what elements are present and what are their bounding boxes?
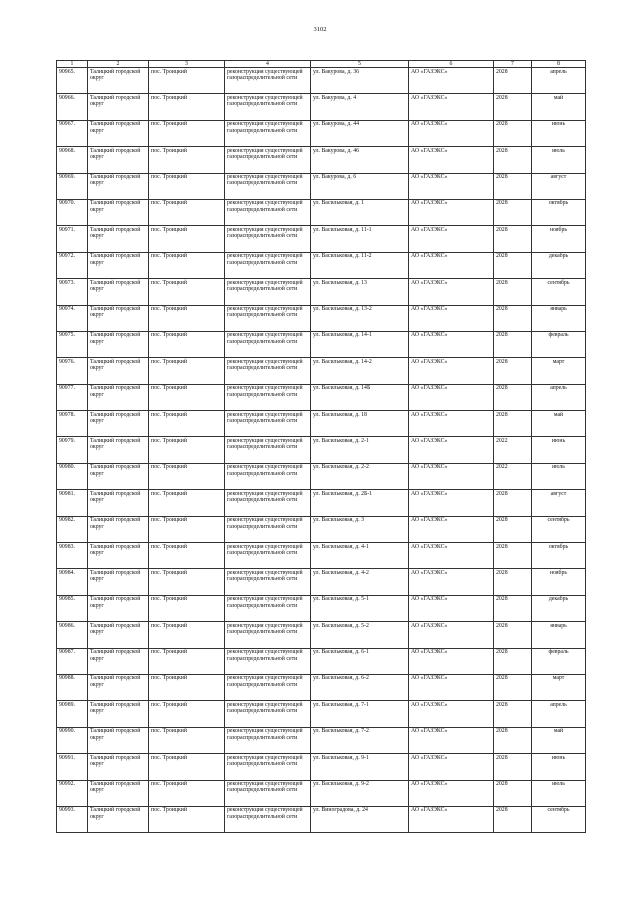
table-body xyxy=(57,68,586,833)
organization-cell: АО «ГАЗЭКС» xyxy=(409,701,494,727)
month-cell: апрель xyxy=(532,68,586,94)
district-cell: Талицкий городской округ xyxy=(88,358,149,384)
row-number: 90988. xyxy=(57,674,88,700)
address-cell: ул. Васильковая, д. 3 xyxy=(311,516,409,542)
page-number: 3102 xyxy=(313,26,327,33)
work-type-cell: реконструкция существующей газораспределительной сети xyxy=(225,648,311,674)
column-header: 7 xyxy=(494,61,532,68)
address-cell: ул. Васильковая, д. 5-1 xyxy=(311,595,409,621)
work-type-cell: реконструкция существующей газораспределительной сети xyxy=(225,173,311,199)
year-cell: 2028 xyxy=(494,252,532,278)
district-cell: Талицкий городской округ xyxy=(88,595,149,621)
work-type-cell: реконструкция существующей газораспределительной сети xyxy=(225,120,311,146)
district-cell: Талицкий городской округ xyxy=(88,674,149,700)
work-type-cell: реконструкция существующей газораспределительной сети xyxy=(225,147,311,173)
month-cell: май xyxy=(532,411,586,437)
month-cell: октябрь xyxy=(532,543,586,569)
organization-cell: АО «ГАЗЭКС» xyxy=(409,252,494,278)
year-cell: 2028 xyxy=(494,358,532,384)
organization-cell: АО «ГАЗЭКС» xyxy=(409,358,494,384)
district-cell: Талицкий городской округ xyxy=(88,305,149,331)
organization-cell: АО «ГАЗЭКС» xyxy=(409,173,494,199)
organization-cell: АО «ГАЗЭКС» xyxy=(409,463,494,489)
year-cell: 2028 xyxy=(494,490,532,516)
organization-cell: АО «ГАЗЭКС» xyxy=(409,543,494,569)
table-row xyxy=(57,569,586,595)
month-cell: май xyxy=(532,727,586,753)
year-cell: 2028 xyxy=(494,384,532,410)
address-cell: ул. Виноградова, д. 24 xyxy=(311,806,409,832)
address-cell: ул. Вакурова, д. 44 xyxy=(311,120,409,146)
year-cell: 2028 xyxy=(494,754,532,780)
row-number: 90986. xyxy=(57,622,88,648)
row-number: 90984. xyxy=(57,569,88,595)
table-row xyxy=(57,437,586,463)
settlement-cell: пос. Троицкий xyxy=(149,516,225,542)
work-type-cell: реконструкция существующей газораспределительной сети xyxy=(225,331,311,357)
table-row xyxy=(57,595,586,621)
district-cell: Талицкий городской округ xyxy=(88,120,149,146)
row-number: 90978. xyxy=(57,411,88,437)
year-cell: 2028 xyxy=(494,147,532,173)
year-cell: 2028 xyxy=(494,543,532,569)
row-number: 90972. xyxy=(57,252,88,278)
year-cell: 2028 xyxy=(494,780,532,806)
settlement-cell: пос. Троицкий xyxy=(149,411,225,437)
work-type-cell: реконструкция существующей газораспределительной сети xyxy=(225,252,311,278)
year-cell: 2028 xyxy=(494,173,532,199)
district-cell: Талицкий городской округ xyxy=(88,94,149,120)
year-cell: 2028 xyxy=(494,94,532,120)
row-number: 90974. xyxy=(57,305,88,331)
settlement-cell: пос. Троицкий xyxy=(149,305,225,331)
row-number: 90976. xyxy=(57,358,88,384)
work-type-cell: реконструкция существующей газораспределительной сети xyxy=(225,780,311,806)
work-type-cell: реконструкция существующей газораспределительной сети xyxy=(225,384,311,410)
row-number: 90992. xyxy=(57,780,88,806)
row-number: 90969. xyxy=(57,173,88,199)
organization-cell: АО «ГАЗЭКС» xyxy=(409,120,494,146)
month-cell: июнь xyxy=(532,754,586,780)
month-cell: январь xyxy=(532,622,586,648)
table-header xyxy=(57,61,586,68)
table-row xyxy=(57,516,586,542)
row-number: 90965. xyxy=(57,68,88,94)
month-cell: июль xyxy=(532,463,586,489)
settlement-cell: пос. Троицкий xyxy=(149,173,225,199)
work-type-cell: реконструкция существующей газораспределительной сети xyxy=(225,490,311,516)
row-number: 90973. xyxy=(57,279,88,305)
table-row xyxy=(57,173,586,199)
settlement-cell: пос. Троицкий xyxy=(149,199,225,225)
row-number: 90979. xyxy=(57,437,88,463)
address-cell: ул. Васильковая, д. 4-2 xyxy=(311,569,409,595)
organization-cell: АО «ГАЗЭКС» xyxy=(409,490,494,516)
organization-cell: АО «ГАЗЭКС» xyxy=(409,437,494,463)
table-row xyxy=(57,754,586,780)
district-cell: Талицкий городской округ xyxy=(88,622,149,648)
district-cell: Талицкий городской округ xyxy=(88,331,149,357)
organization-cell: АО «ГАЗЭКС» xyxy=(409,806,494,832)
column-header: 4 xyxy=(225,61,311,68)
month-cell: ноябрь xyxy=(532,569,586,595)
organization-cell: АО «ГАЗЭКС» xyxy=(409,305,494,331)
work-type-cell: реконструкция существующей газораспределительной сети xyxy=(225,463,311,489)
organization-cell: АО «ГАЗЭКС» xyxy=(409,727,494,753)
table-row xyxy=(57,331,586,357)
month-cell: август xyxy=(532,173,586,199)
organization-cell: АО «ГАЗЭКС» xyxy=(409,411,494,437)
year-cell: 2022 xyxy=(494,463,532,489)
table-row xyxy=(57,674,586,700)
month-cell: ноябрь xyxy=(532,226,586,252)
row-number: 90968. xyxy=(57,147,88,173)
settlement-cell: пос. Троицкий xyxy=(149,358,225,384)
address-cell: ул. Васильковая, д. 6-1 xyxy=(311,648,409,674)
work-type-cell: реконструкция существующей газораспределительной сети xyxy=(225,305,311,331)
year-cell: 2028 xyxy=(494,674,532,700)
row-number: 90987. xyxy=(57,648,88,674)
column-header: 1 xyxy=(57,61,88,68)
address-cell: ул. Васильковая, д. 14-2 xyxy=(311,358,409,384)
settlement-cell: пос. Троицкий xyxy=(149,727,225,753)
settlement-cell: пос. Троицкий xyxy=(149,331,225,357)
address-cell: ул. Васильковая, д. 11-2 xyxy=(311,252,409,278)
month-cell: апрель xyxy=(532,701,586,727)
address-cell: ул. Васильковая, д. 11-1 xyxy=(311,226,409,252)
organization-cell: АО «ГАЗЭКС» xyxy=(409,68,494,94)
address-cell: ул. Васильковая, д. 14-1 xyxy=(311,331,409,357)
table-row xyxy=(57,226,586,252)
district-cell: Талицкий городской округ xyxy=(88,780,149,806)
organization-cell: АО «ГАЗЭКС» xyxy=(409,569,494,595)
settlement-cell: пос. Троицкий xyxy=(149,68,225,94)
work-type-cell: реконструкция существующей газораспределительной сети xyxy=(225,226,311,252)
row-number: 90975. xyxy=(57,331,88,357)
work-type-cell: реконструкция существующей газораспределительной сети xyxy=(225,279,311,305)
district-cell: Талицкий городской округ xyxy=(88,147,149,173)
district-cell: Талицкий городской округ xyxy=(88,226,149,252)
organization-cell: АО «ГАЗЭКС» xyxy=(409,648,494,674)
settlement-cell: пос. Троицкий xyxy=(149,569,225,595)
month-cell: октябрь xyxy=(532,199,586,225)
month-cell: январь xyxy=(532,305,586,331)
district-cell: Талицкий городской округ xyxy=(88,252,149,278)
address-cell: ул. Вакурова, д. 4 xyxy=(311,94,409,120)
year-cell: 2028 xyxy=(494,411,532,437)
row-number: 90989. xyxy=(57,701,88,727)
table-row xyxy=(57,384,586,410)
work-type-cell: реконструкция существующей газораспределительной сети xyxy=(225,68,311,94)
address-cell: ул. Васильковая, д. 4-1 xyxy=(311,543,409,569)
year-cell: 2028 xyxy=(494,569,532,595)
month-cell: апрель xyxy=(532,384,586,410)
settlement-cell: пос. Троицкий xyxy=(149,543,225,569)
year-cell: 2028 xyxy=(494,226,532,252)
year-cell: 2028 xyxy=(494,727,532,753)
settlement-cell: пос. Троицкий xyxy=(149,754,225,780)
month-cell: май xyxy=(532,94,586,120)
year-cell: 2028 xyxy=(494,516,532,542)
row-number: 90983. xyxy=(57,543,88,569)
row-number: 90990. xyxy=(57,727,88,753)
year-cell: 2028 xyxy=(494,595,532,621)
month-cell: август xyxy=(532,490,586,516)
work-type-cell: реконструкция существующей газораспределительной сети xyxy=(225,437,311,463)
organization-cell: АО «ГАЗЭКС» xyxy=(409,754,494,780)
row-number: 90971. xyxy=(57,226,88,252)
row-number: 90993. xyxy=(57,806,88,832)
district-cell: Талицкий городской округ xyxy=(88,516,149,542)
month-cell: февраль xyxy=(532,648,586,674)
month-cell: сентябрь xyxy=(532,279,586,305)
address-cell: ул. Васильковая, д. 2Б-1 xyxy=(311,490,409,516)
year-cell: 2028 xyxy=(494,331,532,357)
district-cell: Талицкий городской округ xyxy=(88,543,149,569)
month-cell: июль xyxy=(532,780,586,806)
address-cell: ул. Васильковая, д. 5-2 xyxy=(311,622,409,648)
month-cell: сентябрь xyxy=(532,516,586,542)
district-cell: Талицкий городской округ xyxy=(88,173,149,199)
address-cell: ул. Вакурова, д. 6 xyxy=(311,173,409,199)
row-number: 90985. xyxy=(57,595,88,621)
address-cell: ул. Васильковая, д. 7-2 xyxy=(311,727,409,753)
organization-cell: АО «ГАЗЭКС» xyxy=(409,94,494,120)
address-cell: ул. Васильковая, д. 13-2 xyxy=(311,305,409,331)
settlement-cell: пос. Троицкий xyxy=(149,94,225,120)
district-cell: Талицкий городской округ xyxy=(88,384,149,410)
month-cell: сентябрь xyxy=(532,806,586,832)
year-cell: 2028 xyxy=(494,806,532,832)
work-type-cell: реконструкция существующей газораспределительной сети xyxy=(225,199,311,225)
column-header: 5 xyxy=(311,61,409,68)
organization-cell: АО «ГАЗЭКС» xyxy=(409,516,494,542)
year-cell: 2028 xyxy=(494,199,532,225)
month-cell: июнь xyxy=(532,437,586,463)
settlement-cell: пос. Троицкий xyxy=(149,648,225,674)
district-cell: Талицкий городской округ xyxy=(88,279,149,305)
header-row xyxy=(57,61,586,68)
settlement-cell: пос. Троицкий xyxy=(149,780,225,806)
organization-cell: АО «ГАЗЭКС» xyxy=(409,147,494,173)
settlement-cell: пос. Троицкий xyxy=(149,701,225,727)
table-row xyxy=(57,543,586,569)
address-cell: ул. Васильковая, д. 2-2 xyxy=(311,463,409,489)
organization-cell: АО «ГАЗЭКС» xyxy=(409,199,494,225)
work-type-cell: реконструкция существующей газораспределительной сети xyxy=(225,674,311,700)
table-row xyxy=(57,622,586,648)
month-cell: март xyxy=(532,674,586,700)
address-cell: ул. Васильковая, д. 2-1 xyxy=(311,437,409,463)
address-cell: ул. Васильковая, д. 9-2 xyxy=(311,780,409,806)
work-type-cell: реконструкция существующей газораспределительной сети xyxy=(225,622,311,648)
registry-table xyxy=(56,60,586,833)
table-row xyxy=(57,648,586,674)
district-cell: Талицкий городской округ xyxy=(88,437,149,463)
table-row xyxy=(57,305,586,331)
settlement-cell: пос. Троицкий xyxy=(149,384,225,410)
work-type-cell: реконструкция существующей газораспределительной сети xyxy=(225,358,311,384)
row-number: 90967. xyxy=(57,120,88,146)
table-row xyxy=(57,199,586,225)
settlement-cell: пос. Троицкий xyxy=(149,252,225,278)
address-cell: ул. Васильковая, д. 7-1 xyxy=(311,701,409,727)
organization-cell: АО «ГАЗЭКС» xyxy=(409,226,494,252)
district-cell: Талицкий городской округ xyxy=(88,569,149,595)
table-row xyxy=(57,490,586,516)
settlement-cell: пос. Троицкий xyxy=(149,490,225,516)
address-cell: ул. Васильковая, д. 14Б xyxy=(311,384,409,410)
settlement-cell: пос. Троицкий xyxy=(149,622,225,648)
table-row xyxy=(57,806,586,832)
year-cell: 2028 xyxy=(494,305,532,331)
work-type-cell: реконструкция существующей газораспределительной сети xyxy=(225,543,311,569)
settlement-cell: пос. Троицкий xyxy=(149,674,225,700)
table-row xyxy=(57,358,586,384)
settlement-cell: пос. Троицкий xyxy=(149,120,225,146)
row-number: 90980. xyxy=(57,463,88,489)
settlement-cell: пос. Троицкий xyxy=(149,279,225,305)
work-type-cell: реконструкция существующей газораспределительной сети xyxy=(225,595,311,621)
work-type-cell: реконструкция существующей газораспределительной сети xyxy=(225,701,311,727)
settlement-cell: пос. Троицкий xyxy=(149,437,225,463)
row-number: 90977. xyxy=(57,384,88,410)
month-cell: март xyxy=(532,358,586,384)
district-cell: Талицкий городской округ xyxy=(88,754,149,780)
organization-cell: АО «ГАЗЭКС» xyxy=(409,384,494,410)
district-cell: Талицкий городской округ xyxy=(88,68,149,94)
organization-cell: АО «ГАЗЭКС» xyxy=(409,331,494,357)
organization-cell: АО «ГАЗЭКС» xyxy=(409,595,494,621)
month-cell: июнь xyxy=(532,120,586,146)
year-cell: 2028 xyxy=(494,120,532,146)
organization-cell: АО «ГАЗЭКС» xyxy=(409,279,494,305)
settlement-cell: пос. Троицкий xyxy=(149,595,225,621)
district-cell: Талицкий городской округ xyxy=(88,648,149,674)
work-type-cell: реконструкция существующей газораспределительной сети xyxy=(225,806,311,832)
table-row xyxy=(57,279,586,305)
work-type-cell: реконструкция существующей газораспределительной сети xyxy=(225,94,311,120)
address-cell: ул. Васильковая, д. 9-1 xyxy=(311,754,409,780)
district-cell: Талицкий городской округ xyxy=(88,806,149,832)
organization-cell: АО «ГАЗЭКС» xyxy=(409,622,494,648)
work-type-cell: реконструкция существующей газораспределительной сети xyxy=(225,754,311,780)
district-cell: Талицкий городской округ xyxy=(88,199,149,225)
year-cell: 2028 xyxy=(494,701,532,727)
row-number: 90970. xyxy=(57,199,88,225)
work-type-cell: реконструкция существующей газораспределительной сети xyxy=(225,569,311,595)
column-header: 6 xyxy=(409,61,494,68)
district-cell: Талицкий городской округ xyxy=(88,490,149,516)
district-cell: Талицкий городской округ xyxy=(88,727,149,753)
year-cell: 2028 xyxy=(494,622,532,648)
column-header: 3 xyxy=(149,61,225,68)
organization-cell: АО «ГАЗЭКС» xyxy=(409,780,494,806)
work-type-cell: реконструкция существующей газораспределительной сети xyxy=(225,411,311,437)
address-cell: ул. Васильковая, д. 6-2 xyxy=(311,674,409,700)
column-header: 8 xyxy=(532,61,586,68)
row-number: 90981. xyxy=(57,490,88,516)
table-row xyxy=(57,147,586,173)
settlement-cell: пос. Троицкий xyxy=(149,463,225,489)
district-cell: Талицкий городской округ xyxy=(88,411,149,437)
month-cell: декабрь xyxy=(532,595,586,621)
month-cell: февраль xyxy=(532,331,586,357)
table-row xyxy=(57,120,586,146)
settlement-cell: пос. Троицкий xyxy=(149,226,225,252)
address-cell: ул. Васильковая, д. 13 xyxy=(311,279,409,305)
table-row xyxy=(57,780,586,806)
table-row xyxy=(57,701,586,727)
year-cell: 2022 xyxy=(494,437,532,463)
table-row xyxy=(57,94,586,120)
year-cell: 2028 xyxy=(494,279,532,305)
address-cell: ул. Вакурова, д. 46 xyxy=(311,147,409,173)
month-cell: июль xyxy=(532,147,586,173)
settlement-cell: пос. Троицкий xyxy=(149,147,225,173)
district-cell: Талицкий городской округ xyxy=(88,701,149,727)
row-number: 90991. xyxy=(57,754,88,780)
table-row xyxy=(57,68,586,94)
month-cell: декабрь xyxy=(532,252,586,278)
district-cell: Талицкий городской округ xyxy=(88,463,149,489)
organization-cell: АО «ГАЗЭКС» xyxy=(409,674,494,700)
year-cell: 2028 xyxy=(494,68,532,94)
year-cell: 2028 xyxy=(494,648,532,674)
table-row xyxy=(57,727,586,753)
work-type-cell: реконструкция существующей газораспределительной сети xyxy=(225,516,311,542)
address-cell: ул. Васильковая, д. 1 xyxy=(311,199,409,225)
address-cell: ул. Васильковая, д. 18 xyxy=(311,411,409,437)
column-header: 2 xyxy=(88,61,149,68)
row-number: 90966. xyxy=(57,94,88,120)
table-row xyxy=(57,411,586,437)
work-type-cell: реконструкция существующей газораспределительной сети xyxy=(225,727,311,753)
settlement-cell: пос. Троицкий xyxy=(149,806,225,832)
table-row xyxy=(57,463,586,489)
row-number: 90982. xyxy=(57,516,88,542)
address-cell: ул. Вакурова, д. 36 xyxy=(311,68,409,94)
table-row xyxy=(57,252,586,278)
